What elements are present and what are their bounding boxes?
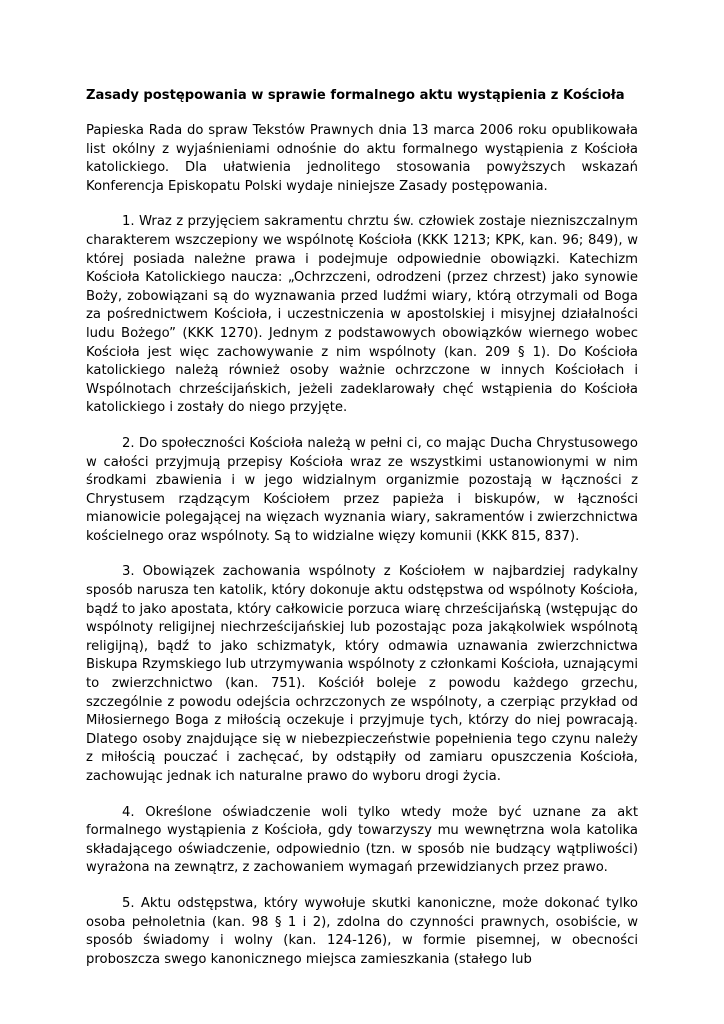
document-page — [86, 86, 638, 986]
document-title: Zasady postępowania w sprawie formalnego aktu wystąpienia z Kościoła — [86, 88, 625, 103]
paragraph-3: 3. Obowiązek zachowania wspólnoty z Kościołem w najbardziej radykalny sposób narusza ten katolik, który dokonuje aktu odstępstwa od wspólnoty Kościoła, bądź to jako apostata, który całkowicie porzuca wiarę chrześcijańską (wstępując do wspólnoty religijnej niechrześcijańskiej lub pozostając poza jakąkolwiek wspólnotą religijną), bądź to jako schizmatyk, który odmawia uznawania zwierzchnictwa Biskupa Rzymskiego lub utrzymywania wspólnoty z członkami Kościoła, uznającymi to zwierzchnictwo (kan. 751). Kościół boleje z powodu każdego grzechu, szczególnie z powodu odejścia ochrzczonych ze wspólnoty, a czerpiąc przykład od Miłosiernego Boga z miłością oczekuje i przyjmuje tych, którzy do niej powracają. Dlatego osoby znajdujące się w niebezpieczeństwie popełnienia tego czynu należy z miłością pouczać i zachęcać, by odstąpiły od zamiaru opuszczenia Kościoła, zachowując jednak ich naturalne prawo do wyboru drogi życia. — [86, 564, 638, 784]
paragraph-2: 2. Do społeczności Kościoła należą w pełni ci, co mając Ducha Chrystusowego w całości przyjmują przepisy Kościoła wraz ze wszystkimi ustanowionymi w nim środkami zbawienia i w jego widzialnym organizmie pozostają w łączności z Chrystusem rządzącym Kościołem przez papieża i biskupów, w łączności mianowicie polegającej na więzach wyznania wiary, sakramentów i zwierzchnictwa kościelnego oraz wspólnoty. Są to widzialne więzy komunii (KKK 815, 837). — [86, 435, 638, 544]
intro-paragraph: Papieska Rada do spraw Tekstów Prawnych dnia 13 marca 2006 roku opublikowała list okólny z wyjaśnieniami odnośnie do aktu formalnego wystąpienia z Kościoła katolickiego. Dla ułatwienia jednolitego stosowania powyższych wskazań Konferencja Episkopatu Polski wydaje niniejsze Zasady postępowania. — [86, 123, 638, 194]
paragraph-4: 4. Określone oświadczenie woli tylko wtedy może być uznane za akt formalnego wystąpienia z Kościoła, gdy towarzyszy mu wewnętrzna wola katolika składającego oświadczenie, odpowiednio (tzn. w sposób nie budzący wątpliwości) wyrażona na zewnątrz, z zachowaniem wymagań przewidzianych przez prawo. — [86, 804, 638, 876]
paragraph-5: 5. Aktu odstępstwa, który wywołuje skutki kanoniczne, może dokonać tylko osoba pełnoletnia (kan. 98 § 1 i 2), zdolna do czynności prawnych, osobiście, w sposób świadomy i wolny (kan. 124-126), w formie pisemnej, w obecności proboszcza swego kanonicznego miejsca zamieszkania (stałego lub — [86, 895, 638, 967]
paragraph-1: 1. Wraz z przyjęciem sakramentu chrztu św. człowiek zostaje niezniszczalnym charakterem wszczepiony we wspólnotę Kościoła (KKK 1213; KPK, kan. 96; 849), w której posiada należne prawa i podejmuje odpowiednie obowiązki. Katechizm Kościoła Katolickiego naucza: „Ochrzczeni, odrodzeni (przez chrzest) jako synowie Boży, zobowiązani są do wyznawania przed ludźmi wiary, którą otrzymali od Boga za pośrednictwem Kościoła, i uczestniczenia w apostolskiej i misyjnej działalności ludu Bożego” (KKK 1270). Jednym z podstawowych obowiązków wiernego wobec Kościoła jest więc zachowywanie z nim wspólnoty (kan. 209 § 1). Do Kościoła katolickiego należą również osoby ważnie ochrzczone w innych Kościołach i Wspólnotach chrześcijańskich, jeżeli zadeklarowały chęć wstąpienia do Kościoła katolickiego i zostały do niego przyjęte. — [86, 214, 638, 416]
